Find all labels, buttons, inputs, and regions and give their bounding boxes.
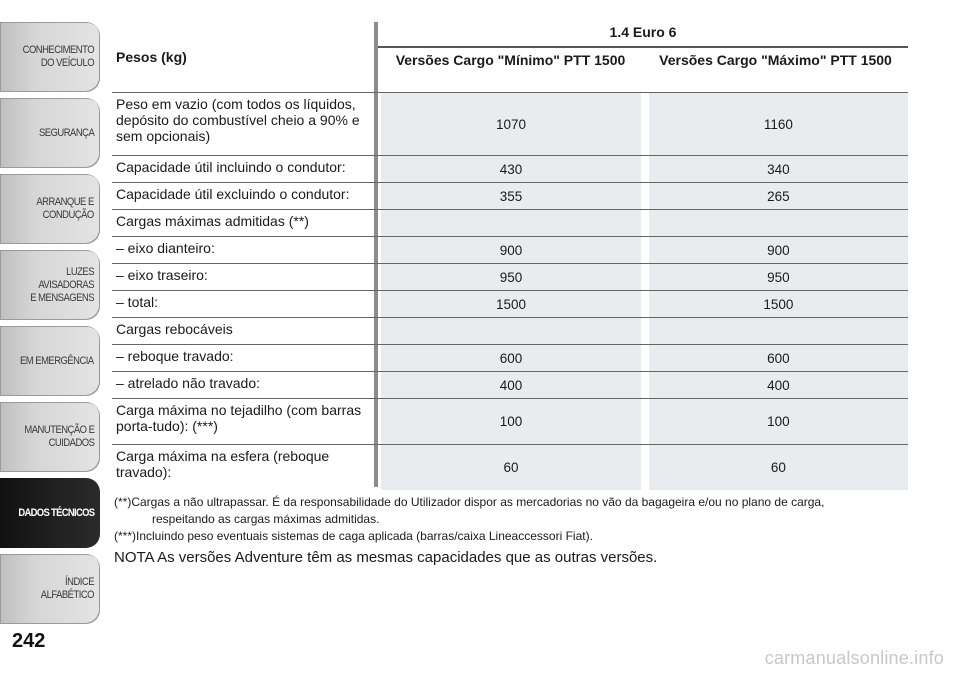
footnote-double-asterisk-cont: respeitando as cargas máximas admitidas. [152, 512, 380, 526]
cell-maximo: 265 [649, 183, 908, 209]
footnotes [114, 495, 914, 546]
row-label: Cargas máximas admitidas (**) [116, 213, 309, 229]
table-row [112, 236, 908, 263]
cell-maximo: 600 [649, 345, 908, 371]
tab-arranque-e-conducao[interactable] [0, 174, 100, 244]
tab-label: ARRANQUE E CONDUÇÃO [36, 196, 94, 221]
cell-minimo: 100 [381, 399, 640, 444]
tab-seguranca[interactable] [0, 98, 100, 168]
cell-maximo: 900 [649, 237, 908, 263]
table-row [112, 209, 908, 236]
cell-maximo: 950 [649, 264, 908, 290]
cell-minimo: 900 [381, 237, 640, 263]
row-label: Capacidade útil excluindo o condutor: [116, 186, 350, 202]
row-label: – reboque travado: [116, 348, 234, 364]
cell-maximo: 400 [649, 372, 908, 398]
tab-label: DADOS TÉCNICOS [17, 506, 94, 519]
group-header: 1.4 Euro 6 [609, 24, 677, 40]
cell-maximo: 60 [649, 445, 908, 490]
nota-text: NOTA As versões Adventure têm as mesmas capacidades que as outras versões. [114, 549, 658, 566]
cell-minimo: 400 [381, 372, 640, 398]
row-header: Pesos (kg) [116, 49, 187, 65]
cell-minimo: 430 [381, 156, 640, 182]
row-label: – eixo traseiro: [116, 267, 208, 283]
footnote-triple-asterisk: (***)Incluindo peso eventuais sistemas de caga aplicada (barras/caixa Lineaccessori Fiat). [114, 529, 593, 543]
header-divider [378, 46, 908, 48]
tab-label: EM EMERGÊNCIA [20, 354, 94, 367]
table-row [112, 182, 908, 209]
footnote-double-asterisk: (**)Cargas a não ultrapassar. É da responsabilidade do Utilizador dispor as mercadorias no vão da bagageira e/ou no plano de carga, [114, 495, 825, 509]
tab-manutencao-e-cuidados[interactable] [0, 402, 100, 472]
tab-label: SEGURANÇA [38, 126, 94, 139]
row-label: Capacidade útil incluindo o condutor: [116, 159, 346, 175]
cell-maximo [649, 318, 908, 344]
tab-dados-tecnicos[interactable] [0, 478, 100, 548]
table-row [112, 371, 908, 398]
table-row [112, 317, 908, 344]
table-row [112, 92, 908, 155]
col-header-minimo: Versões Cargo "Mínimo" PTT 1500 [395, 52, 626, 68]
cell-minimo: 1070 [381, 93, 640, 155]
watermark: carmanualsonline.info [764, 648, 944, 668]
cell-minimo: 355 [381, 183, 640, 209]
row-label: – eixo dianteiro: [116, 240, 215, 256]
tab-em-emergencia[interactable] [0, 326, 100, 396]
cell-minimo: 1500 [381, 291, 640, 317]
cell-minimo: 950 [381, 264, 640, 290]
row-label: Peso em vazio (com todos os líquidos, depósito do combustível cheio a 90% e sem opcionais) [116, 96, 360, 144]
cell-minimo: 600 [381, 345, 640, 371]
row-label: Cargas rebocáveis [116, 321, 233, 337]
tab-label: LUZES AVISADORAS E MENSAGENS [30, 265, 94, 304]
cell-maximo: 1500 [649, 291, 908, 317]
table-row [112, 344, 908, 371]
row-label: – total: [116, 294, 159, 310]
page-number: 242 [12, 630, 46, 652]
tab-indice-alfabetico[interactable] [0, 554, 100, 624]
col-header-maximo: Versões Cargo "Máximo" PTT 1500 [659, 52, 892, 68]
cell-minimo [381, 318, 640, 344]
weights-table [112, 22, 908, 490]
tab-luzes-avisadoras[interactable] [0, 250, 100, 320]
cell-maximo: 340 [649, 156, 908, 182]
tab-label: CONHECIMENTO DO VEÍCULO [22, 44, 94, 69]
cell-minimo [381, 210, 640, 236]
table-row [112, 155, 908, 182]
row-label: Carga máxima no tejadilho (com barras porta-tudo): (***) [116, 402, 362, 434]
table-row [112, 398, 908, 444]
row-label: – atrelado não travado: [116, 375, 260, 391]
tab-label: MANUTENÇÃO E CUIDADOS [23, 424, 94, 449]
tab-conhecimento-do-veiculo[interactable] [0, 22, 100, 92]
cell-minimo: 60 [381, 445, 640, 490]
table-row [112, 263, 908, 290]
table-header [112, 22, 908, 92]
cell-maximo [649, 210, 908, 236]
tab-label: ÍNDICE ALFABÉTICO [40, 576, 94, 601]
row-label: Carga máxima na esfera (reboque travado): [116, 448, 330, 480]
cell-maximo: 1160 [649, 93, 908, 155]
table-row [112, 444, 908, 490]
cell-maximo: 100 [649, 399, 908, 444]
table-row [112, 290, 908, 317]
